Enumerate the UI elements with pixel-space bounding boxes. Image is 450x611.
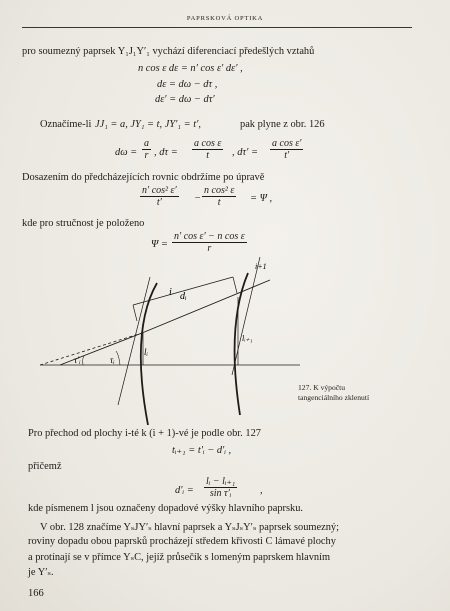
figure-caption-line-2: tangenciálního zklenutí: [298, 393, 370, 402]
angle-arc-tau: [116, 351, 120, 365]
numerator: n cos² ε: [204, 185, 235, 196]
label-tau-prime-i: τ′ᵢ: [74, 355, 81, 365]
paragraph-8-line-2: roviny dopadu obou paprsků procházejí středem křivosti C lámavé plochy: [28, 536, 336, 547]
equation-3-minus: −: [194, 193, 202, 204]
paragraph-5: Pro přechod od plochy i-té k (i + 1)-vé je podle obr. 127: [28, 428, 261, 439]
label-tau-i: τᵢ: [110, 355, 115, 365]
label-i: i: [169, 287, 172, 298]
paragraph-6: přičemž: [28, 461, 62, 472]
equation-2-frac-a: [142, 138, 151, 161]
paragraph-7: kde písmenem l jsou označeny dopadové výšky hlavního paprsku.: [28, 503, 304, 514]
equation-2-mid2: , dτ′ =: [232, 147, 258, 158]
equation-1c: dε′ = dω − dτ′: [155, 94, 215, 105]
figure-127: [0, 255, 450, 425]
label-di: dᵢ: [180, 291, 187, 302]
header-rule: [22, 27, 412, 28]
numerator: n′ cos² ε′: [142, 185, 177, 196]
paragraph-2-equations: JJ₁ = a, JY₁ = t, JY′₁ = t′,: [95, 119, 201, 130]
equation-1a: n cos ε dε = n′ cos ε′ dε′ ,: [138, 63, 243, 74]
paragraph-2-start: Označíme-li: [40, 119, 92, 130]
denominator: t′: [284, 150, 290, 161]
equation-2-mid: , dτ =: [154, 147, 178, 158]
label-i-plus-1: i+1: [255, 262, 267, 271]
denominator: sin τ′ᵢ: [209, 488, 232, 499]
equation-2-lhs: dω =: [115, 147, 138, 158]
denominator: r: [144, 150, 149, 161]
refracted-ray: [142, 280, 270, 333]
paragraph-3: Dosazením do předcházejících rovnic obdržíme po úpravě: [22, 172, 265, 183]
dashed-ray-extension: [40, 333, 142, 365]
numerator: n′ cos ε′ − n cos ε: [174, 231, 245, 242]
equation-3-frac-1: [140, 185, 179, 208]
equation-4-frac: [172, 231, 247, 254]
equation-6-frac: [204, 476, 237, 499]
equation-3-frac-2: [202, 185, 236, 208]
figure-caption-line-1: 127. K výpočtu: [298, 383, 346, 392]
equation-6-end: ,: [260, 485, 263, 496]
paragraph-8-line-1: V obr. 128 značíme YₛJY′ₛ hlavní paprsek a YₛJₛY′ₛ paprsek soumezný;: [40, 522, 339, 533]
paragraph-8-line-4: je Y′ₛ.: [28, 567, 54, 578]
paragraph-4: kde pro stručnost je položeno: [22, 218, 145, 229]
equation-2-frac-b: [192, 138, 223, 161]
di-tick-left: [133, 305, 137, 321]
tangent-line-i: [118, 277, 150, 405]
denominator: t′: [156, 197, 162, 208]
paragraph-1: pro soumezný paprsek Y₁J₁Y′₁ vychází diferenciací předešlých vztahů: [22, 46, 315, 57]
equation-1b: dε = dω − dτ ,: [157, 79, 218, 90]
numerator: lᵢ − lᵢ₊₁: [206, 476, 236, 487]
paragraph-2-end: pak plyne z obr. 126: [240, 119, 325, 130]
equation-5: tᵢ₊₁ = t′ᵢ − d′ᵢ ,: [172, 445, 232, 456]
equation-3-rhs: = Ψ ,: [250, 193, 273, 204]
numerator: a cos ε: [194, 138, 222, 149]
equation-6-lhs: d′ᵢ =: [175, 485, 194, 496]
di-tick-right: [233, 277, 237, 293]
angle-arc-tau-prime: [83, 356, 84, 365]
label-li: lᵢ: [144, 347, 148, 357]
denominator: t: [206, 150, 210, 161]
equation-4-lhs: Ψ =: [151, 239, 168, 250]
page-number: 166: [28, 588, 44, 599]
numerator: a cos ε′: [272, 138, 302, 149]
numerator: a: [144, 138, 149, 149]
incident-ray: [60, 333, 142, 365]
paragraph-8-line-3: a protínají se v přímce YₛC, jejíž průsečík s lomeným paprskem hlavním: [28, 552, 331, 563]
equation-2-frac-c: [270, 138, 303, 161]
label-li1: lᵢ₊₁: [242, 334, 253, 343]
running-header: PAPRSKOVÁ OPTIKA: [186, 15, 264, 22]
denominator: t: [217, 197, 221, 208]
denominator: r: [207, 243, 212, 254]
